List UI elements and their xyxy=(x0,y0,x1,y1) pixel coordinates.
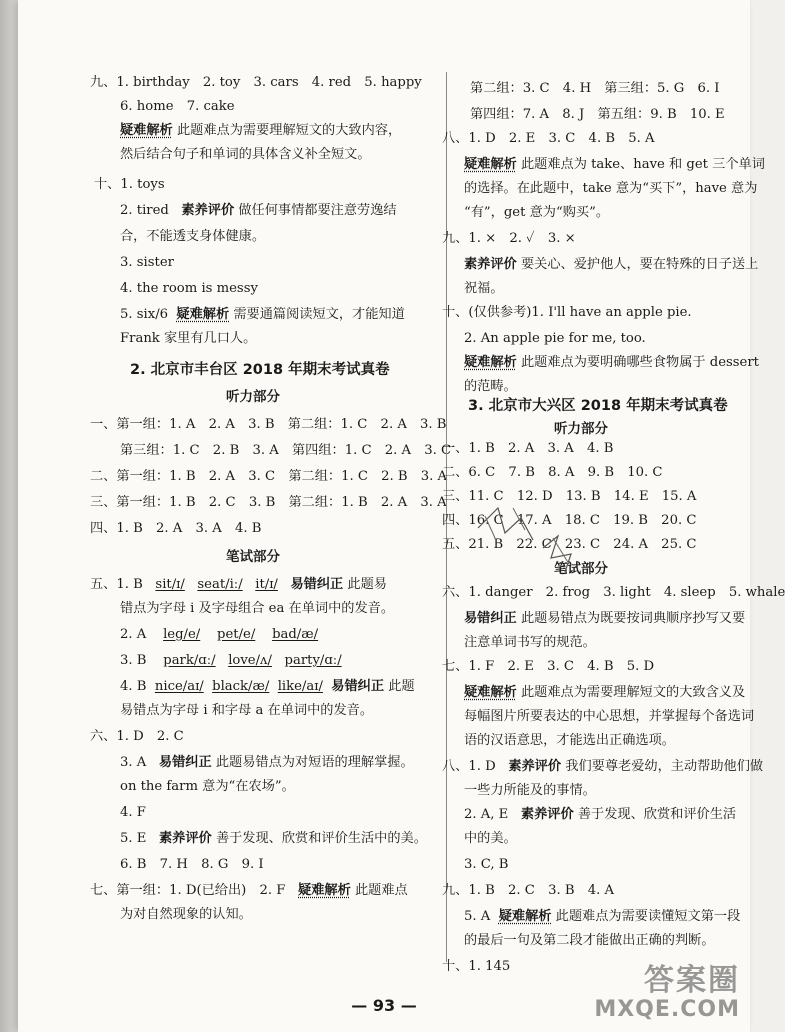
text-line: 六、1. danger 2. frog 3. light 4. sleep 5. whale xyxy=(442,585,785,600)
difficulty-tag: 疑难解析 xyxy=(298,883,351,898)
text-line: 易错点为字母 i 和字母 a 在单词中的发音。 xyxy=(120,703,374,718)
listening-heading: 听力部分 xyxy=(226,389,280,405)
text-line: 祝福。 xyxy=(464,281,504,296)
text-line: 一、第一组：1. A 2. A 3. B 第二组：1. C 2. A 3. B xyxy=(90,417,447,432)
text-line: 二、6. C 7. B 8. A 9. B 10. C xyxy=(442,465,663,480)
literacy-tag: 素养评价 xyxy=(464,257,517,272)
text-line: 的范畴。 xyxy=(464,379,517,394)
answer-page xyxy=(18,0,785,1032)
text-line: 疑难解析 此题难点为 take、have 和 get 三个单词 xyxy=(464,157,765,172)
text-line: 四、1. B 2. A 3. A 4. B xyxy=(90,521,262,536)
text-line: 易错纠正 此题易错点为既要按词典顺序抄写又要 xyxy=(464,611,746,626)
text-line: 的选择。在此题中，take 意为“买下”，have 意为 xyxy=(464,181,758,196)
text-line: 九、1. × 2. ✓ 3. × xyxy=(442,231,576,246)
text-line: 4. the room is messy xyxy=(120,281,258,296)
difficulty-tag: 疑难解析 xyxy=(176,307,230,322)
text-line: 素养评价 要关心、爱护他人，要在特殊的日子送上 xyxy=(464,257,759,272)
text-line: 第四组：7. A 8. J 第五组：9. B 10. E xyxy=(470,107,725,122)
text-line: 九、1. B 2. C 3. B 4. A xyxy=(442,883,615,898)
text-line: 3. sister xyxy=(120,255,174,270)
text-line: 注意单词书写的规范。 xyxy=(464,635,596,650)
written-heading: 笔试部分 xyxy=(554,561,608,577)
text-line: 一些力所能及的事情。 xyxy=(464,783,596,798)
text-line: 错点为字母 i 及字母组合 ea 在单词中的发音。 xyxy=(120,601,395,616)
text-line: 然后结合句子和单词的具体含义补全短文。 xyxy=(120,147,371,162)
text-line: 三、11. C 12. D 13. B 14. E 15. A xyxy=(442,489,697,504)
literacy-tag: 素养评价 xyxy=(158,831,212,846)
text-line: 5. A 疑难解析 此题难点为需要读懂短文第一段 xyxy=(464,909,741,924)
text-line: 第二组：3. C 4. H 第三组：5. G 6. I xyxy=(470,81,720,96)
text-line: 合，不能透支身体健康。 xyxy=(120,229,266,244)
text-line: 三、第一组：1. B 2. C 3. B 第二组：1. B 2. A 3. A xyxy=(90,495,447,510)
text-line: 五、1. B sit/ɪ/ seat/iː/ it/ɪ/ 易错纠正 此题易 xyxy=(90,577,387,592)
text-line: 十、(仅供参考)1. I'll have an apple pie. xyxy=(442,305,692,320)
watermark-brand: 答案圈 xyxy=(644,963,740,998)
text-line: 3. B park/ɑː/ love/ʌ/ party/ɑː/ xyxy=(120,653,342,668)
text-line: 五、21. B 22. C 23. C 24. A 25. C xyxy=(442,537,697,552)
text-line: 2. tired 素养评价 做任何事情都要注意劳逸结 xyxy=(120,203,397,218)
page-number: — 93 — xyxy=(351,996,417,1015)
written-heading: 笔试部分 xyxy=(226,549,280,565)
error-tag: 易错纠正 xyxy=(158,755,212,770)
text-line: 七、第一组：1. D(已给出) 2. F 疑难解析 此题难点 xyxy=(90,883,408,898)
literacy-tag: 素养评价 xyxy=(520,807,574,822)
text-line: 4. F xyxy=(120,805,146,820)
text-line: 六、1. D 2. C xyxy=(90,729,184,744)
text-line: 八、1. D 2. E 3. C 4. B 5. A xyxy=(442,131,655,146)
difficulty-tag: 疑难解析 xyxy=(120,123,173,138)
text-line: 二、第一组：1. B 2. A 3. C 第二组：1. C 2. B 3. A xyxy=(90,469,448,484)
literacy-tag: 素养评价 xyxy=(181,203,235,218)
error-tag: 易错纠正 xyxy=(331,679,385,694)
difficulty-tag: 疑难解析 xyxy=(464,157,517,172)
text-line: 为对自然现象的认知。 xyxy=(120,907,252,922)
text-line: 2. An apple pie for me, too. xyxy=(464,331,646,346)
section-title-fengtai: 2. 北京市丰台区 2018 年期末考试真卷 xyxy=(130,362,390,378)
text-line: 八、1. D 素养评价 我们要尊老爱幼，主动帮助他们做 xyxy=(442,759,764,774)
error-tag: 易错纠正 xyxy=(290,577,344,592)
text-line: 4. B nice/aɪ/ black/æ/ like/aɪ/ 易错纠正 此题 xyxy=(120,679,415,694)
listening-heading: 听力部分 xyxy=(554,421,608,437)
text-line: 的最后一句及第二段才能做出正确的判断。 xyxy=(464,933,715,948)
text-line: 四、16. C 17. A 18. C 19. B 20. C xyxy=(442,513,697,528)
text-line: 七、1. F 2. E 3. C 4. B 5. D xyxy=(442,659,655,674)
book-spine-shadow xyxy=(0,0,18,1032)
text-line: 语的汉语意思，才能选出正确选项。 xyxy=(464,733,675,748)
text-line: 2. A leg/e/ pet/e/ bad/æ/ xyxy=(120,627,319,642)
text-line: 中的美。 xyxy=(464,831,517,846)
text-line: 第三组：1. C 2. B 3. A 第四组：1. C 2. A 3. C xyxy=(120,443,452,458)
difficulty-tag: 疑难解析 xyxy=(498,909,552,924)
pencil-scribble xyxy=(473,488,583,578)
text-line: 6. B 7. H 8. G 9. I xyxy=(120,857,264,872)
literacy-tag: 素养评价 xyxy=(508,759,562,774)
text-line: 疑难解析 此题难点为需要理解短文的大致内容， xyxy=(120,123,402,138)
difficulty-tag: 疑难解析 xyxy=(464,685,517,700)
text-line: 十、1. 145 xyxy=(442,959,511,974)
text-line: 3. C, B xyxy=(464,857,509,872)
text-line: 十、1. toys xyxy=(94,177,165,192)
text-line: 6. home 7. cake xyxy=(120,99,235,114)
text-line: 2. A, E 素养评价 善于发现、欣赏和评价生活 xyxy=(464,807,737,822)
error-tag: 易错纠正 xyxy=(464,611,517,626)
text-line: 一、1. B 2. A 3. A 4. B xyxy=(442,441,614,456)
text-line: 5. E 素养评价 善于发现、欣赏和评价生活中的美。 xyxy=(120,831,427,846)
text-line: 疑难解析 此题难点为要明确哪些食物属于 dessert xyxy=(464,355,759,370)
text-line: 3. A 易错纠正 此题易错点为对短语的理解掌握。 xyxy=(120,755,414,770)
text-line: 九、1. birthday 2. toy 3. cars 4. red 5. happy xyxy=(90,75,422,90)
difficulty-tag: 疑难解析 xyxy=(464,355,517,370)
text-line: 每幅图片所要表达的中心思想，并掌握每个备选词 xyxy=(464,709,755,724)
watermark-url: MXQE.COM xyxy=(594,997,740,1022)
text-line: Frank 家里有几口人。 xyxy=(120,331,257,346)
watermark-logo xyxy=(590,964,740,1026)
text-line: on the farm 意为“在农场”。 xyxy=(120,779,295,794)
text-line: 疑难解析 此题难点为需要理解短文的大致含义及 xyxy=(464,685,746,700)
text-line: 5. six/6 疑难解析 需要通篇阅读短文，才能知道 xyxy=(120,307,405,322)
section-title-daxing: 3. 北京市大兴区 2018 年期末考试真卷 xyxy=(468,398,728,414)
text-line: “有”，get 意为“购买”。 xyxy=(464,205,610,220)
